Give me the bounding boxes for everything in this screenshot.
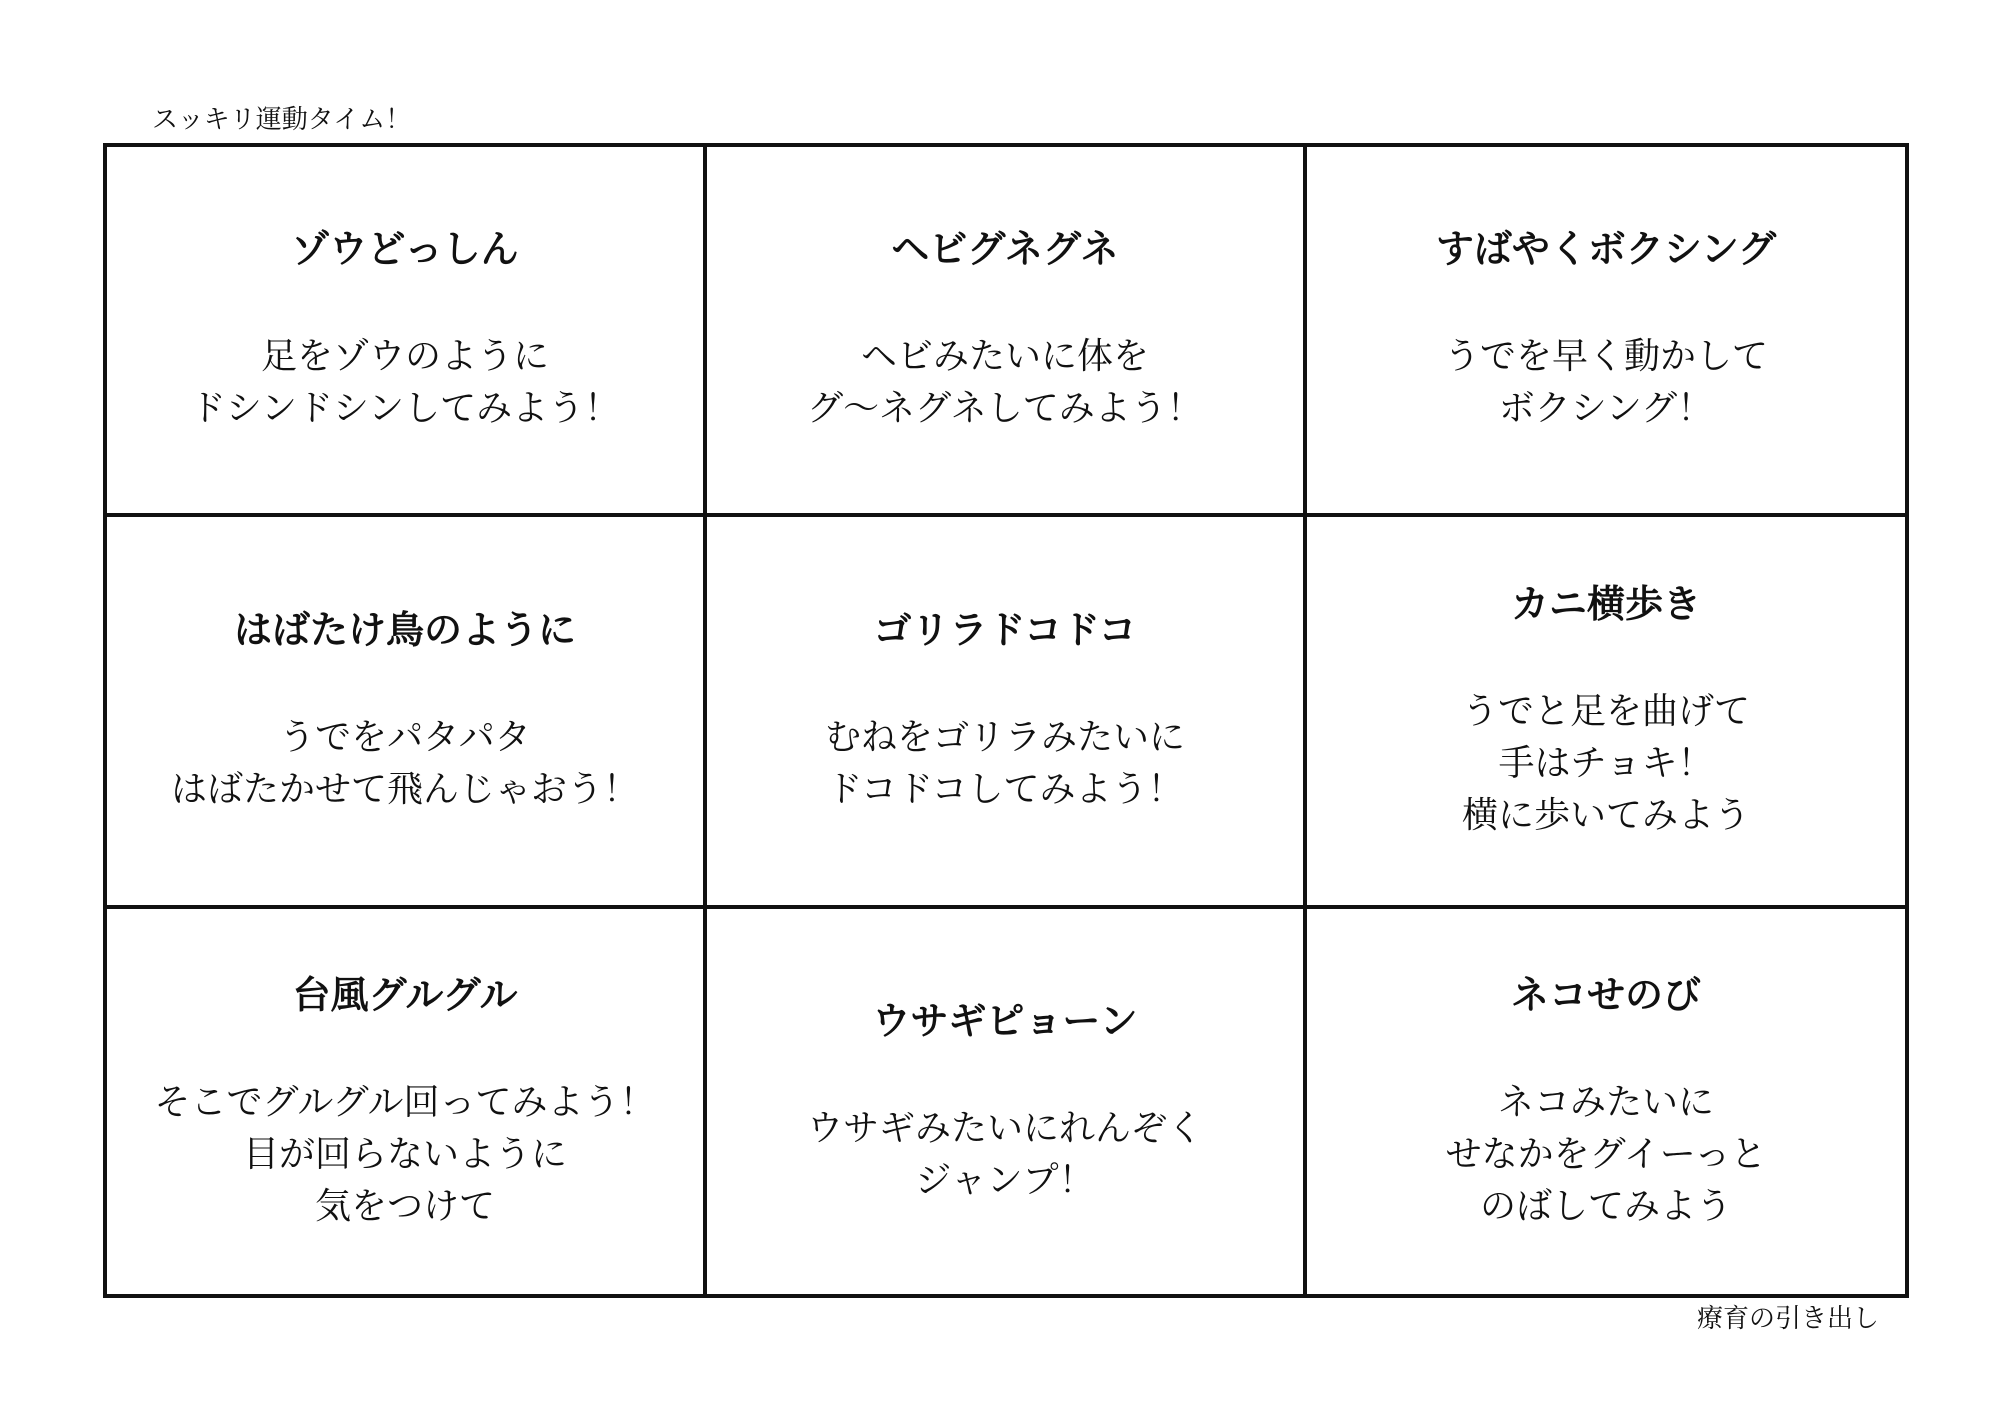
description-line: ボクシング！	[1498, 388, 1714, 429]
description-line: ジャンプ！	[915, 1159, 1095, 1201]
card-title: ヘビグネグネ	[891, 227, 1119, 271]
description-line: せなかをグイーっと	[1445, 1133, 1767, 1175]
description-line: 目が回らないように	[242, 1133, 567, 1175]
card-description	[190, 331, 620, 435]
card-title: ウサギピョーン	[872, 998, 1138, 1043]
description-line: 手はチョキ！	[1498, 743, 1714, 784]
document-title: スッキリ運動タイム！	[152, 105, 412, 135]
footer-credit: 療育の引き出し	[1696, 1304, 1879, 1334]
exercise-card	[707, 517, 1307, 909]
exercise-card	[107, 147, 707, 517]
card-description	[1446, 1077, 1767, 1233]
description-line: のばしてみよう	[1479, 1185, 1732, 1227]
description-line: 横に歩いてみよう	[1461, 795, 1750, 836]
card-description	[807, 331, 1203, 435]
card-description	[154, 1077, 655, 1233]
exercise-card	[1307, 909, 1905, 1294]
description-line: ドシンドシンしてみよう！	[189, 388, 621, 429]
description-line: 気をつけて	[314, 1185, 495, 1227]
description-line: ヘビみたいに体を	[860, 336, 1149, 377]
description-line: はばたかせて飛んじゃおう！	[170, 769, 639, 810]
card-title: すばやくボクシング	[1435, 227, 1777, 271]
description-line: 足をゾウのように	[260, 336, 549, 377]
exercise-card	[1307, 147, 1905, 517]
exercise-card	[1307, 517, 1905, 909]
card-title: ゴリラドコドコ	[873, 608, 1137, 652]
exercise-card-grid	[103, 143, 1909, 1298]
exercise-card	[707, 147, 1307, 517]
description-line: グ～ネグネしてみよう！	[807, 388, 1203, 429]
card-title: ネコせのび	[1510, 972, 1701, 1017]
description-line: うでを早く動かして	[1443, 336, 1768, 377]
description-line: うでをパタパタ	[279, 717, 531, 758]
card-title: ゾウどっしん	[291, 227, 519, 271]
card-description	[825, 712, 1185, 816]
card-description	[1444, 331, 1768, 435]
exercise-card	[107, 909, 707, 1294]
exercise-card	[707, 909, 1307, 1294]
card-description	[171, 712, 639, 816]
description-line: そこでグルグル回ってみよう！	[154, 1081, 656, 1123]
card-title: はばたけ鳥のように	[233, 608, 576, 652]
card-title: カニ横歩き	[1510, 582, 1701, 626]
card-title: 台風グルグル	[292, 972, 518, 1017]
exercise-card	[107, 517, 707, 909]
description-line: ウサギみたいにれんぞく	[806, 1107, 1203, 1149]
description-line: むねをゴリラみたいに	[824, 717, 1185, 758]
description-line: うでと足を曲げて	[1461, 691, 1750, 732]
description-line: ドコドコしてみよう！	[826, 769, 1184, 810]
card-description	[1462, 686, 1750, 842]
description-line: ネコみたいに	[1497, 1081, 1714, 1123]
card-description	[807, 1103, 1203, 1207]
